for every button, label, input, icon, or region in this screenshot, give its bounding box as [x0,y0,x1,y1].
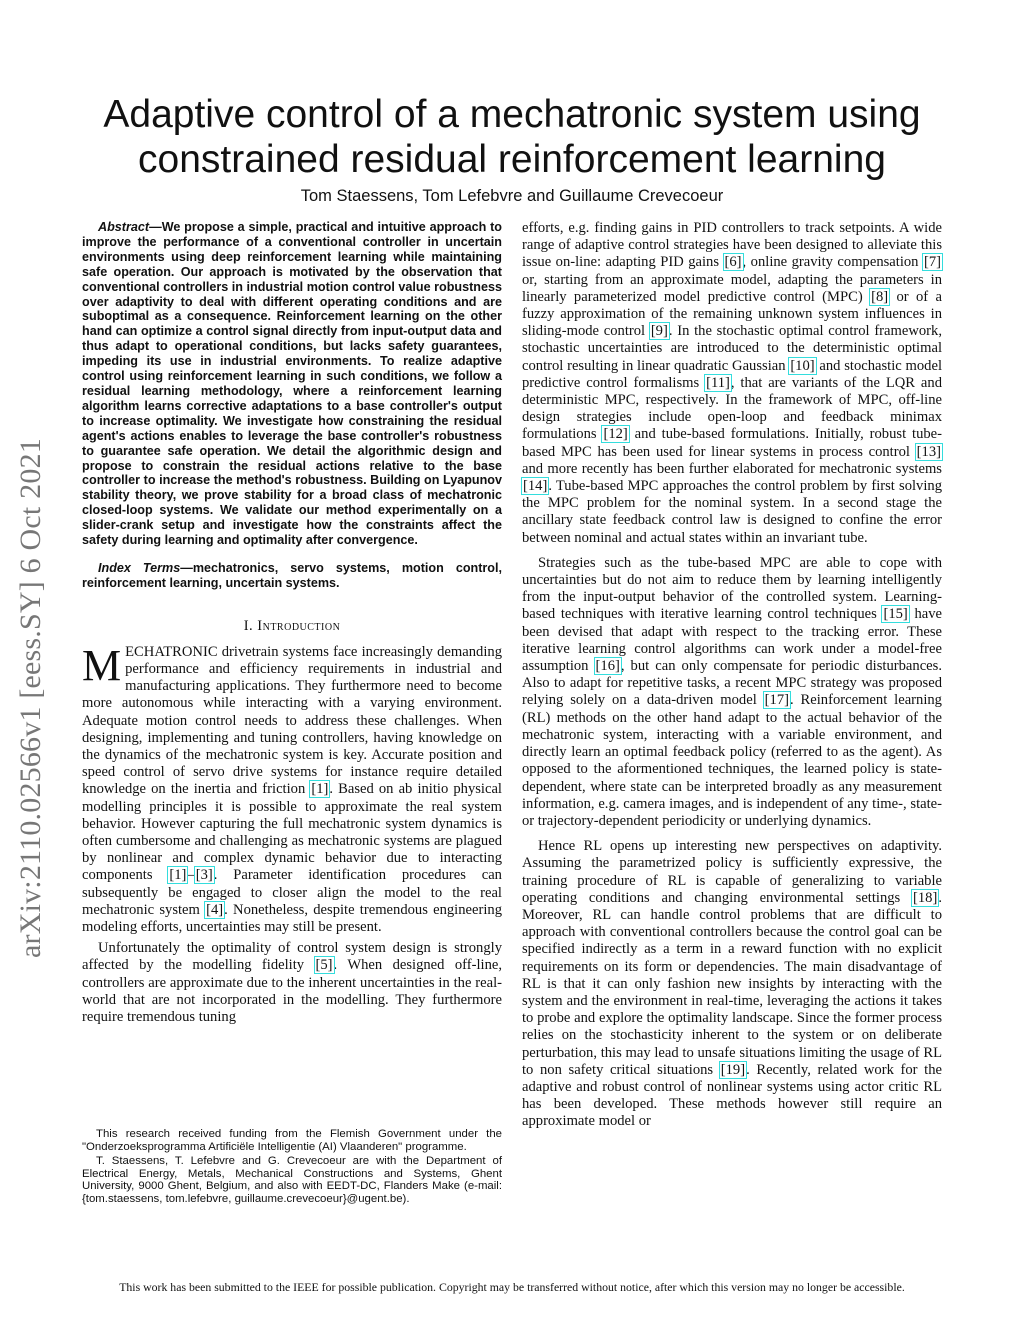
citation-link[interactable]: [18] [913,889,938,906]
paper-title: Adaptive control of a mechatronic system using constrained residual reinforcement learning [103,93,921,181]
intro-paragraph-1 [82,640,502,936]
right-paragraph-3 [522,838,942,1130]
text-run: . Parameter identification procedures can subsequently be engaged to closer align the model to the real mechatronic system [82,867,502,918]
right-column [522,220,942,1131]
right-paragraph-1 [522,220,942,547]
text-run: . Nonetheless, despite tremendous engineering modeling efforts, uncertainties may still be present. [82,901,502,935]
citation-link[interactable]: [19] [720,1061,746,1078]
drop-cap: M [82,640,122,690]
citation-link[interactable]: [10] [790,357,815,374]
index-terms-lead: Index Terms [98,560,181,575]
text-run: Strategies such as the tube-based MPC are able to cope with uncertainties but do not aim to reduce them by learning intelligently from the input-output behavior of the controlled system. Learning-based techniques with iterative learning control techniques [522,554,942,623]
text-run: . Recently, related work for the adaptive and robust control of nonlinear systems using actor critic RL has been developed. These methods however still require an approximate model or [522,1061,942,1130]
citation-link[interactable]: [16] [595,658,620,675]
abstract-text: —We propose a simple, practical and intuitive approach to improve the performance of a conventional controller in uncertain environments using deep reinforcement learning while maintaining safe operation. Our approach is motivated by the observation that conventional controllers in industrial motion control value robustness over adaptivity to deal with different operating conditions and are suboptimal as a consequence. Reinforcement learning on the other hand can optimize a control signal directly from input-output data and thus adapt to operational conditions, but lacks safety guarantees, impeding its use in industrial environments. To realize adaptive control using reinforcement learning in such conditions, we follow a residual learning methodology, where a reinforcement learning algorithm learns corrective adaptations to a base controller's output to increase optimality. We investigate how constraining the residual agent's actions enables to leverage the base controller's robustness to guarantee safe operation. We detail the algorithmic design and propose to constrain the residual actions relative to the base controller to increase the method's robustness. Building on Lyapunov stability theory, we prove stability for a broad class of mechatronic closed-loop systems. We validate our method experimentally on a slider-crank setup and investigate how the constraints affect the safety during learning and optimality after convergence. [82,220,502,548]
citation-link[interactable]: [11] [706,374,730,391]
citation-link[interactable]: [9] [650,323,668,340]
paper-authors: Tom Staessens, Tom Lefebvre and Guillaume Crevecoeur [300,187,724,205]
text-run: and stochastic model predictive control formalisms [522,357,943,391]
text-run: . In the stochastic optimal control framework, stochastic uncertainties are introduced to the deterministic optimal control resulting in linear quadratic Gaussian [522,323,942,374]
text-run: . Tube-based MPC approaches the control problem by first solving the MPC problem for the nominal system. In a second stage the ancillary state feedback control law is designed to confine the error between nominal and actual states within an invariant tube. [522,478,942,546]
abstract [82,220,502,548]
submission-notice: This work has been submitted to the IEEE for possible publication. Copyright may be transferred without notice, after which this version may no longer be accessible. [119,1280,905,1294]
citation-link[interactable]: [8] [871,288,889,305]
abstract-lead: Abstract [98,220,150,234]
text-run: . Reinforcement learning (RL) methods on the other hand adapt to the actual behavior of the mechatronic system, interacting with a variable environment, and directly learn an optimal feedback policy (referred to as the agent). As opposed to the aformentioned techniques, the learned policy is state-dependent, where state can be interpreted broadly as any measurement information, e.g. camera images, and is independent of any time-, state- or trajectory-dependent periodicity or underlying dynamics. [522,692,942,829]
citation-link[interactable]: [13] [916,443,941,460]
footnote-affiliations: T. Staessens, T. Lefebvre and G. Crevecoeur are with the Department of Electrical Energy, Metals, Mechanical Constructions and Systems, Ghent University, 9000 Ghent, Belgium, and also with EEDT-DC, Flanders Make (e-mail: {tom.staessens, tom.lefebvre, guillaume.crevecoeur}@ugent.be). [82,1155,502,1205]
text-run: efforts, e.g. finding gains in PID controllers to track setpoints. A wide range of adaptive control strategies have been designed to alleviate this issue on-line: adapting PID gains [522,220,942,271]
citation-link[interactable]: [14] [523,478,548,495]
text-run: , that are variants of the LQR and deterministic MPC, respectively. In the framework of MPC, off-line design strategies include open-loop and feedback minimax formulations [522,374,943,443]
citation-link[interactable]: [17] [764,692,789,709]
index-terms-text: —mechatronics, servo systems, motion control, reinforcement learning, uncertain systems. [82,560,502,590]
citation-link[interactable]: [7] [923,254,941,271]
section-heading-introduction: I. Introduction [243,617,341,634]
text-run: have been devised that adapt with respect to the tracking error. These iterative learning control algorithms can work under a model-free assumption [522,606,942,675]
text-run: or of a fuzzy approximation of the remaining unknown system influences in sliding-mode control [522,288,942,340]
text-run: and tube-based formulations. Initially, robust tube-based MPC has been used for linear systems in process control [522,426,942,460]
text-run: – [187,867,195,884]
citation-link[interactable]: [6] [724,254,742,271]
footnotes [82,1128,502,1208]
footnote-funding: This research received funding from the Flemish Government under the "Onderzoeksprogramma Artificiële Intelligentie (AI) Vlaanderen" programme. [82,1128,502,1153]
index-terms [82,561,502,591]
left-column [82,220,502,1026]
citation-link[interactable]: [15] [883,606,908,623]
text-run: . When designed off-line, controllers are approximate due to the inherent uncertainties in the real-world that are not incorporated in the modelling. They furthermore require tremendous tuning [82,957,502,1026]
arxiv-identifier-stamp[interactable]: arXiv:2110.02566v1 [eess.SY] 6 Oct 2021 [14,438,47,958]
citation-link[interactable]: [3] [195,867,213,884]
citation-link[interactable]: [1] [311,781,329,798]
intro-paragraph-2 [82,940,502,1026]
text-run: and more recently has been further elaborated for mechatronic systems [522,460,942,477]
text-run: or, starting from an approximate model, adapting the parameters in linearly parameterized model predictive control (MPC) [522,271,942,305]
text-run: Unfortunately the optimality of control system design is strongly affected by the modelling fidelity [82,940,502,974]
citation-link[interactable]: [12] [603,426,628,443]
citation-link[interactable]: [4] [206,901,224,918]
right-paragraph-2 [522,555,942,830]
citation-link[interactable]: [1] [169,867,187,884]
text-run: . Based on ab initio physical modelling principles it is possible to approximate the real system behavior. However capturing the full mechatronic system dynamics is often cumbersome and challenging as mechatronic systems are plagued by nonlinear and complex dynamic behavior due to interacting components [82,781,502,884]
text-run: . Moreover, RL can handle control problems that are difficult to approach with conventional controllers because the control goal can be specified indirectly as a term in a reward function with no explicit requirements on its form or dependencies. The main disadvantage of RL is that it can only fashion new insights by interacting with the system and the environment in real-time, leveraging the actions it takes to probe and explore the optimality landscape. Since the former process relies on the stochasticity inherent to the system or on deliberate perturbation, this may lead to unsafe situations limiting the usage of RL to non safety critical situations [522,889,942,1078]
text-run: ECHATRONIC drivetrain systems face increasingly demanding performance and efficiency requirements in industrial and manufacturing applications. They furthermore need to become more autonomous while interacting with a varying environment. Adequate motion control needs to address these challenges. When designing, implementing and tuning controllers, having knowledge on the dynamics of the mechatronic system is key. Accurate position and speed control of servo drive systems for instance require detailed knowledge on the inertia and friction [82,643,502,798]
citation-link[interactable]: [5] [315,957,333,974]
text-run: Hence RL opens up interesting new perspectives on adaptivity. Assuming the parametrized policy is sufficiently expressive, the training procedure of RL is capable of generalizing to variable operating conditions and changing environmental settings [522,838,942,906]
text-run: , but can only compensate for periodic disturbances. Also to adapt for repetitive tasks, a recent MPC strategy was proposed relying solely on a data-driven model [522,658,942,709]
text-run: , online gravity compensation [742,254,923,271]
